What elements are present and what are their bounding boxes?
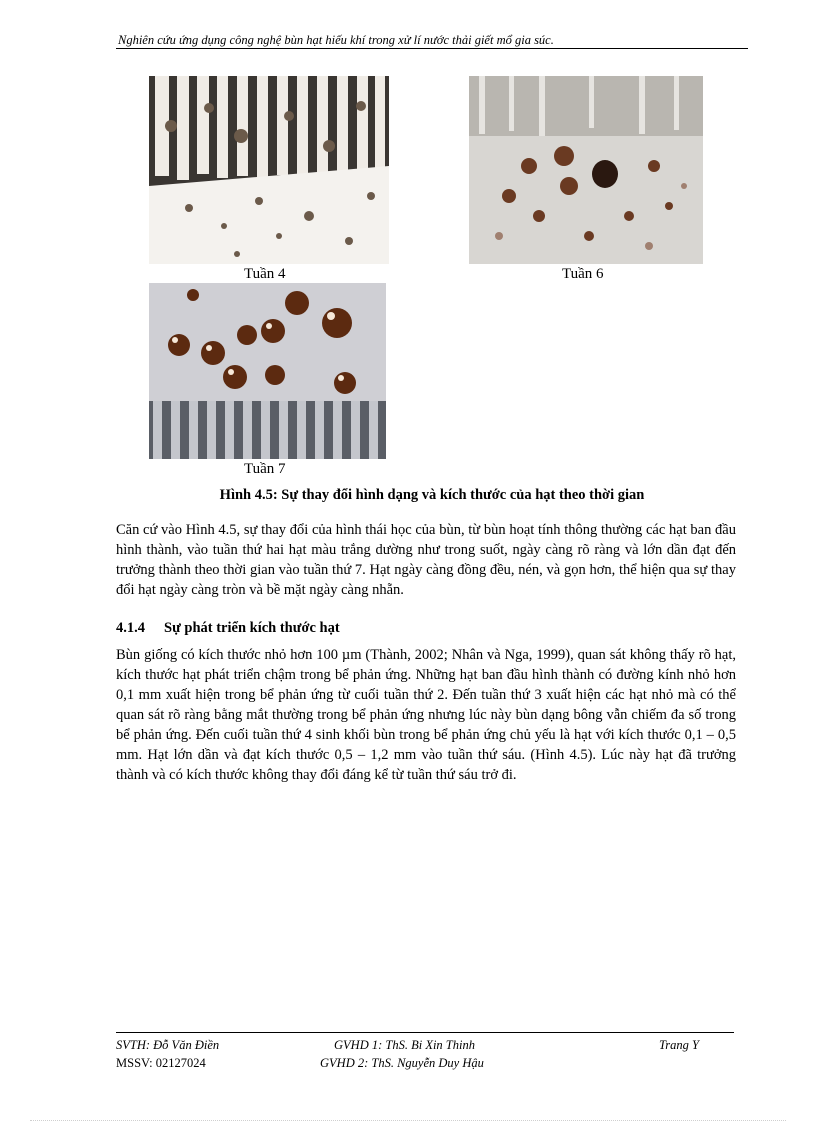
- figure-title: Hình 4.5: Sự thay đổi hình dạng và kích thước của hạt theo thời gian: [219, 487, 645, 503]
- section-heading: [116, 620, 340, 637]
- footer-mssv: MSSV: 02127024: [116, 1056, 206, 1070]
- footer-svth: SVTH: Đỗ Văn Điền: [116, 1038, 220, 1052]
- footer-page: Trang Y: [659, 1038, 699, 1052]
- page-header: Nghiên cứu ứng dụng công nghệ bùn hạt hiếu khí trong xử lí nước thải giết mổ gia súc.: [118, 33, 554, 47]
- photo-week-6: [469, 76, 703, 264]
- footer-rule: [116, 1032, 734, 1033]
- footer-gvhd1: GVHD 1: ThS. Bi Xin Thinh: [334, 1038, 475, 1052]
- section-number: 4.1.4: [116, 620, 145, 636]
- caption-week-6: Tuần 6: [562, 266, 604, 282]
- paragraph-2: Bùn giống có kích thước nhỏ hơn 100 µm (Thành, 2002; Nhân và Nga, 1999), quan sát không thấy rõ hạt, kích thước hạt phát triển chậm trong bể phản ứng. Những hạt ban đầu hình thành có đường kính nhỏ hơn 0,1 mm xuất hiện trong bể phản ứng từ cuối tuần thứ 2. Đến tuần thứ 3 xuất hiện các hạt nhỏ mà có thể quan sát rõ ràng bằng mắt thường trong bể phản ứng nhưng lúc này bùn dạng bông vẫn chiếm đa số trong bể phản ứng. Đến cuối tuần thứ 4 sinh khối bùn trong bể phản ứng chủ yếu là hạt với kích thước 0,1 – 0,5 mm. Hạt lớn dần và đạt kích thước 0,5 – 1,2 mm vào tuần thứ sáu. (Hình 4.5). Lúc này hạt đã trưởng thành và có kích thước không thay đổi đáng kể từ tuần thứ sáu trở đi.: [116, 647, 736, 783]
- caption-week-7: Tuần 7: [244, 461, 286, 477]
- page-bottom-dotted-line: [30, 1120, 786, 1121]
- paragraph-1: Căn cứ vào Hình 4.5, sự thay đổi của hình thái học của bùn, từ bùn hoạt tính thông thường các hạt ban đầu hình thành, vào tuần thứ hai hạt màu trắng dường như trong suốt, ngày càng rõ ràng và lớn dần đạt đến trưởng thành theo thời gian vào tuần thứ 7. Hạt ngày càng đồng đều, nén, và gọn hơn, thể hiện qua sự thay đổi hạt ngày càng tròn và bề mặt ngày càng nhẵn.: [116, 522, 736, 598]
- header-rule: [116, 48, 748, 49]
- caption-week-4: Tuần 4: [244, 266, 286, 282]
- footer-gvhd2: GVHD 2: ThS. Nguyễn Duy Hậu: [320, 1056, 484, 1070]
- section-title: Sự phát triển kích thước hạt: [164, 620, 340, 636]
- photo-week-4: [149, 76, 389, 264]
- photo-week-7: [149, 283, 386, 459]
